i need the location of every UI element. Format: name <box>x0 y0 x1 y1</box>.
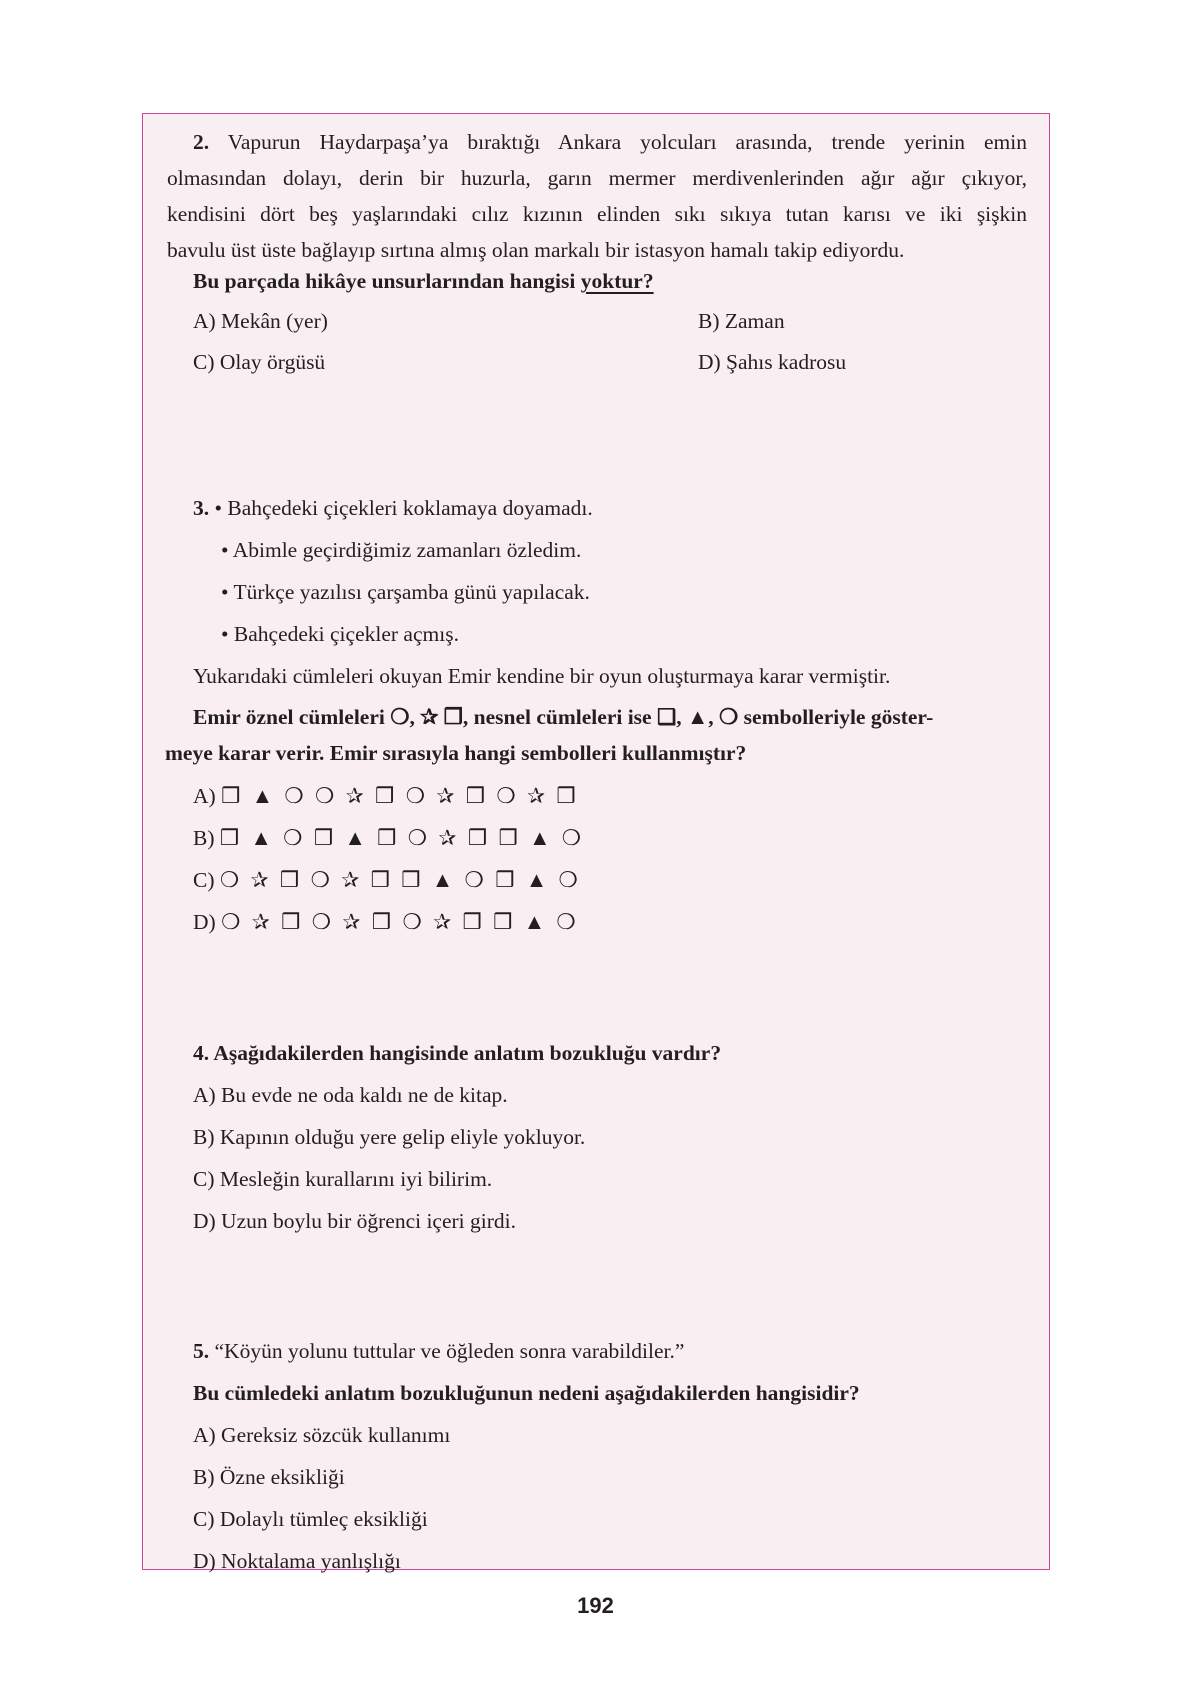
q3-prompt-line1: Emir öznel cümleleri ❍, ✰ ❒, nesnel cümleleri ise ❑, ▲, ❍ sembolleriyle göster- <box>193 705 934 729</box>
symbol-sequence: ❒ ▲ ❍ ❍ ✰ ❒ ❍ ✰ ❒ ❍ ✰ ❒ <box>221 784 579 808</box>
q4-number: 4. <box>193 1041 210 1065</box>
q2-passage <box>167 124 1027 268</box>
q5-option-d[interactable]: D) Noktalama yanlışlığı <box>193 1549 401 1573</box>
q2-prompt: Bu parçada hikâye unsurlarından hangisi yoktur? <box>193 269 654 293</box>
q3-bullet: • Bahçedeki çiçekler açmış. <box>221 622 459 646</box>
question-box <box>142 113 1050 1573</box>
q4-option-b[interactable]: B) Kapının olduğu yere gelip eliyle yokluyor. <box>193 1125 586 1149</box>
q3-bullet: • Abimle geçirdiğimiz zamanları özledim. <box>221 538 582 562</box>
q3-prompt-line2: meye karar verir. Emir sırasıyla hangi sembolleri kullanmıştır? <box>165 741 747 765</box>
q3-bullet: • Türkçe yazılısı çarşamba günü yapılacak. <box>221 580 590 604</box>
q4-option-a[interactable]: A) Bu evde ne oda kaldı ne de kitap. <box>193 1083 508 1107</box>
q3-bullet: 3. • Bahçedeki çiçekleri koklamaya doyamadı. <box>193 496 593 520</box>
q2-passage-line: kendisini dört beş yaşlarındaki cılız kızının elinden sıkı sıkıya tutan karısı ve iki şişkin <box>167 202 1027 226</box>
q4-option-d[interactable]: D) Uzun boylu bir öğrenci içeri girdi. <box>193 1209 517 1233</box>
q2-passage-line: bavulu üst üste bağlayıp sırtına almış olan markalı bir istasyon hamalı takip ediyordu. <box>167 238 905 262</box>
q2-option-c[interactable]: C) Olay örgüsü <box>193 350 326 374</box>
q3-statement: Yukarıdaki cümleleri okuyan Emir kendine bir oyun oluşturmaya karar vermiştir. <box>193 664 891 688</box>
q2-option-b[interactable]: B) Zaman <box>698 309 785 333</box>
q5-number: 5. <box>193 1339 210 1363</box>
page-number: 192 <box>577 1593 614 1618</box>
q4-option-c[interactable]: C) Mesleğin kurallarını iyi bilirim. <box>193 1167 493 1191</box>
q3-option-a[interactable]: A) ❒ ▲ ❍ ❍ ✰ ❒ ❍ ✰ ❒ ❍ ✰ ❒ <box>193 784 579 808</box>
q2-option-d[interactable]: D) Şahıs kadrosu <box>698 350 847 374</box>
q5-option-a[interactable]: A) Gereksiz sözcük kullanımı <box>193 1423 451 1447</box>
symbol-sequence: ❒ ▲ ❍ ❒ ▲ ❒ ❍ ✰ ❒ ❒ ▲ ❍ <box>219 826 585 850</box>
q2-passage-line: 2. Vapurun Haydarpaşa’ya bıraktığı Ankara yolcuları arasında, trende yerinin emin <box>193 130 1027 154</box>
q5-quote: 5. “Köyün yolunu tuttular ve öğleden sonra varabildiler.” <box>193 1339 685 1363</box>
q2-passage-line: olmasından dolayı, derin bir huzurla, garın mermer merdivenlerinden ağır ağır çıkıyor, <box>167 166 1027 190</box>
q5-option-c[interactable]: C) Dolaylı tümleç eksikliği <box>193 1507 428 1531</box>
q3-option-c[interactable]: C) ❍ ✰ ❒ ❍ ✰ ❒ ❒ ▲ ❍ ❒ ▲ ❍ <box>193 868 581 892</box>
q2-number: 2. <box>193 130 210 154</box>
q2-option-a[interactable]: A) Mekân (yer) <box>193 309 328 333</box>
q2-prompt-emphasis: yoktur? <box>580 269 654 293</box>
q3-number: 3. <box>193 496 210 520</box>
symbol-sequence: ❍ ✰ ❒ ❍ ✰ ❒ ❍ ✰ ❒ ❒ ▲ ❍ <box>221 910 579 934</box>
q3-option-d[interactable]: D) ❍ ✰ ❒ ❍ ✰ ❒ ❍ ✰ ❒ ❒ ▲ ❍ <box>193 910 579 934</box>
q3-option-b[interactable]: B) ❒ ▲ ❍ ❒ ▲ ❒ ❍ ✰ ❒ ❒ ▲ ❍ <box>193 826 585 850</box>
symbol-sequence: ❍ ✰ ❒ ❍ ✰ ❒ ❒ ▲ ❍ ❒ ▲ ❍ <box>219 868 581 892</box>
q5-prompt: Bu cümledeki anlatım bozukluğunun nedeni aşağıdakilerden hangisidir? <box>193 1381 860 1405</box>
q4-prompt: 4. Aşağıdakilerden hangisinde anlatım bozukluğu vardır? <box>193 1041 722 1065</box>
q5-option-b[interactable]: B) Özne eksikliği <box>193 1465 345 1489</box>
